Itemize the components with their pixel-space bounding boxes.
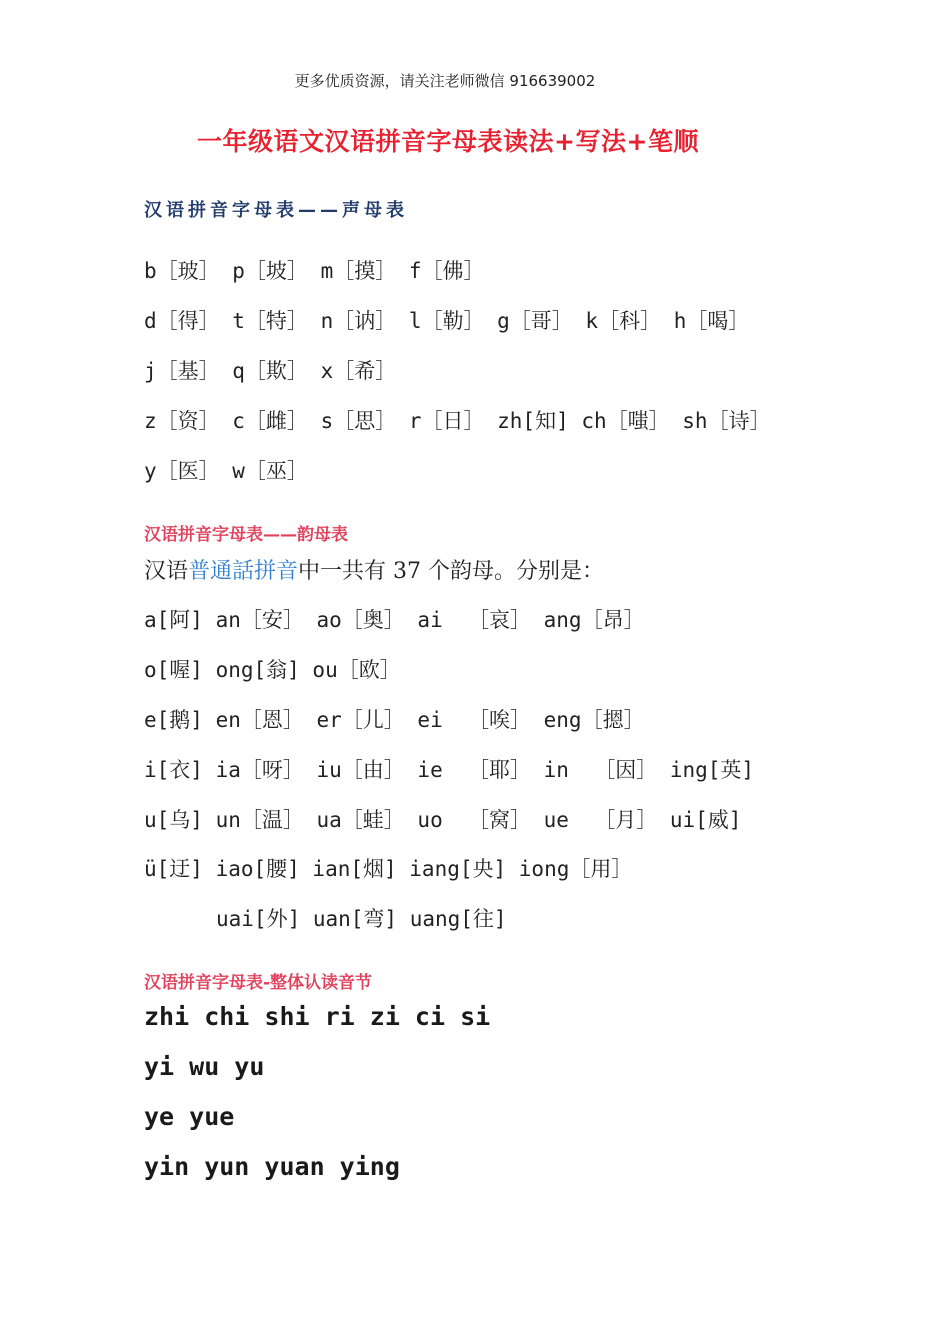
- whole-syllables-heading: 汉语拼音字母表-整体认读音节: [144, 973, 373, 993]
- whole-syllables-line: ye yue: [144, 1102, 235, 1131]
- document-title: 一年级语文汉语拼音字母表读法+写法+笔顺: [197, 127, 699, 156]
- intro-text-before: 汉语: [144, 559, 189, 584]
- initials-heading: 汉语拼音字母表——声母表: [144, 200, 408, 221]
- intro-text-after: 中一共有 37 个韵母。分别是：: [298, 559, 605, 584]
- finals-line: e[鹅] en［恩］ er［儿］ ei ［唉］ eng［摁］: [144, 708, 645, 732]
- initials-line: z［资］ c［雌］ s［思］ r［日］ zh[知] ch［嗤］ sh［诗］: [144, 409, 771, 433]
- initials-line: b［玻］ p［坡］ m［摸］ f［佛］: [144, 259, 485, 283]
- finals-intro: [144, 554, 604, 585]
- initials-line: d［得］ t［特］ n［讷］ l［勒］ g［哥］ k［科］ h［喝］: [144, 309, 750, 333]
- putonghua-pinyin-link[interactable]: 普通話拼音: [188, 559, 299, 584]
- whole-syllables-line: yin yun yuan ying: [144, 1152, 400, 1181]
- whole-syllables-line: yi wu yu: [144, 1052, 265, 1081]
- finals-line: o[喔] ong[翁] ou［欧］: [144, 658, 401, 682]
- finals-line: ü[迂] iao[腰] ian[烟] iang[央] iong［用］: [144, 857, 633, 881]
- finals-heading: 汉语拼音字母表——韵母表: [144, 525, 348, 545]
- finals-line: u[乌] un［温］ ua［蛙］ uo ［窝］ ue ［月］ ui[威]: [144, 808, 742, 832]
- finals-line: uai[外] uan[弯] uang[往]: [216, 907, 507, 931]
- header-note: 更多优质资源，请关注老师微信 916639002: [294, 72, 596, 90]
- whole-syllables-line: zhi chi shi ri zi ci si: [144, 1002, 491, 1031]
- finals-line: i[衣] ia［呀］ iu［由］ ie ［耶］ in ［因］ ing[英]: [144, 758, 755, 782]
- initials-line: j［基］ q［欺］ x［希］: [144, 359, 397, 383]
- finals-line: a[阿] an［安］ ao［奥］ ai ［哀］ ang［昂］: [144, 608, 645, 632]
- initials-line: y［医］ w［巫］: [144, 459, 308, 483]
